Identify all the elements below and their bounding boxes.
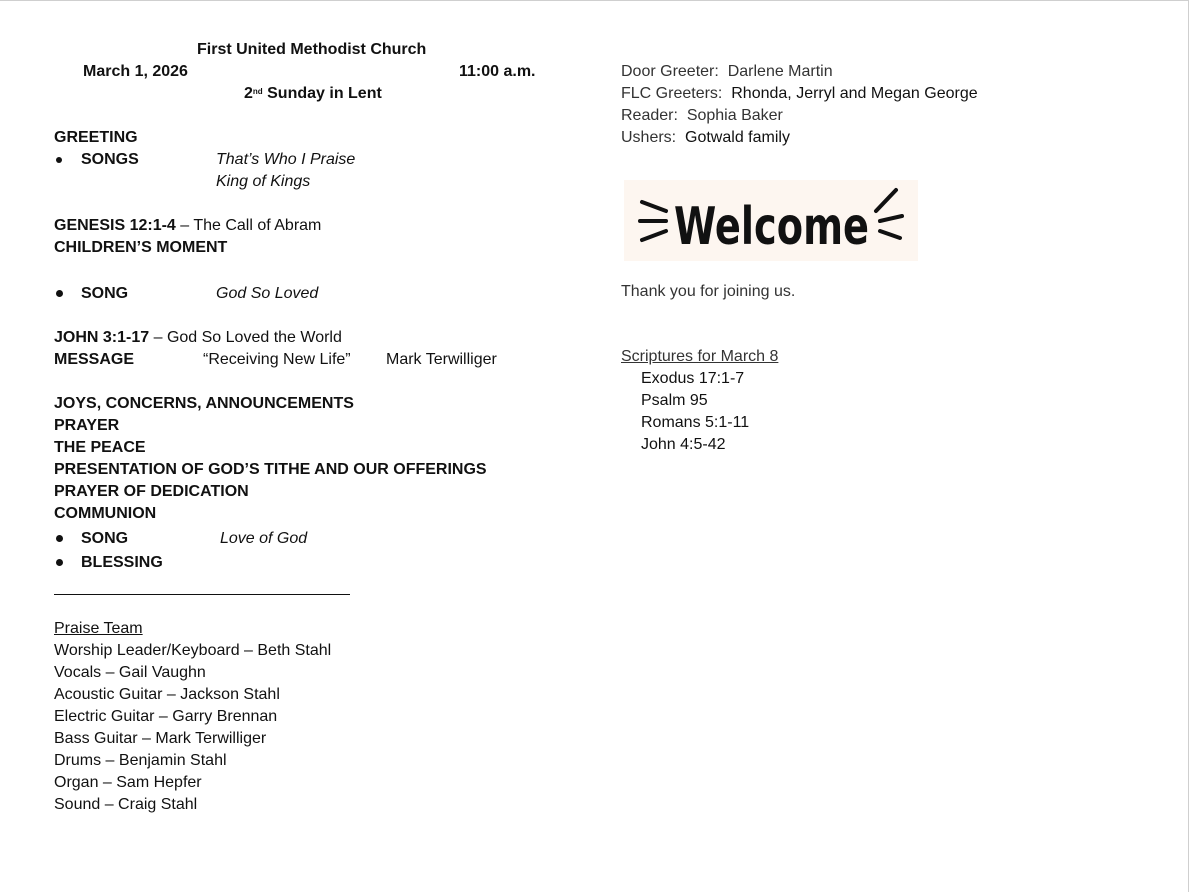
song-title-2: King of Kings <box>216 173 311 190</box>
page-top-border <box>0 0 1189 1</box>
flc-greeters-label: FLC Greeters: <box>621 85 723 102</box>
bullet-icon <box>56 290 63 297</box>
peace-item: THE PEACE <box>54 439 146 456</box>
song-label: SONG <box>81 285 129 302</box>
scripture-item: Exodus 17:1-7 <box>641 370 745 387</box>
scripture-item: Romans 5:1-11 <box>641 414 750 431</box>
liturgical-day <box>244 83 382 105</box>
praise-team-member: Vocals – Gail Vaughn <box>54 664 206 681</box>
ushers-label: Ushers: <box>621 129 677 146</box>
liturgical-day-suffix: nd <box>252 87 263 96</box>
praise-team-member: Sound – Craig Stahl <box>54 796 198 813</box>
praise-team-heading: Praise Team <box>54 620 143 637</box>
liturgical-day-number: 2 <box>244 85 253 102</box>
greeting-item: GREETING <box>54 129 138 146</box>
ushers-line <box>621 127 790 149</box>
flc-greeters-names: Rhonda, Jerryl and Megan George <box>731 85 978 102</box>
john-reading <box>54 327 342 349</box>
bullet-icon <box>56 157 62 163</box>
ushers-name: Gotwald family <box>685 129 790 146</box>
scripture-item: John 4:5-42 <box>641 436 726 453</box>
service-time: 11:00 a.m. <box>459 63 536 80</box>
door-greeter-name: Darlene Martin <box>727 63 833 80</box>
praise-team-member: Electric Guitar – Garry Brennan <box>54 708 278 725</box>
blessing-item: BLESSING <box>81 554 163 571</box>
praise-team-member: Acoustic Guitar – Jackson Stahl <box>54 686 280 703</box>
door-greeter-line <box>621 61 833 83</box>
welcome-graphic <box>624 180 918 261</box>
john-title: – God So Loved the World <box>149 329 342 346</box>
message-title: “Receiving New Life” <box>203 351 351 368</box>
childrens-moment: CHILDREN’S MOMENT <box>54 239 228 256</box>
praise-team-member: Organ – Sam Hepfer <box>54 774 202 791</box>
songs-label: SONGS <box>81 151 139 168</box>
song-label-2: SONG <box>81 530 129 547</box>
presentation-item: PRESENTATION OF GOD’S TITHE AND OUR OFFERINGS <box>54 461 487 478</box>
door-greeter-label: Door Greeter: <box>621 63 719 80</box>
reader-line <box>621 105 783 127</box>
song-title-1: That’s Who I Praise <box>216 151 356 168</box>
service-date: March 1, 2026 <box>83 63 188 80</box>
thank-you-text: Thank you for joining us. <box>621 283 796 300</box>
section-divider <box>54 594 350 595</box>
reader-name: Sophia Baker <box>686 107 783 124</box>
liturgical-day-rest: Sunday in Lent <box>262 85 382 102</box>
song-title-4: Love of God <box>220 530 308 547</box>
message-speaker: Mark Terwilliger <box>386 351 497 368</box>
genesis-title: – The Call of Abram <box>175 217 322 234</box>
message-label: MESSAGE <box>54 351 135 368</box>
praise-team-member: Drums – Benjamin Stahl <box>54 752 227 769</box>
prayer-item: PRAYER <box>54 417 120 434</box>
reader-label: Reader: <box>621 107 678 124</box>
praise-team-member: Bass Guitar – Mark Terwilliger <box>54 730 267 747</box>
welcome-word: Welcome <box>674 197 869 257</box>
church-name: First United Methodist Church <box>197 41 427 58</box>
genesis-reading <box>54 215 321 237</box>
dedication-item: PRAYER OF DEDICATION <box>54 483 249 500</box>
scripture-item: Psalm 95 <box>641 392 708 409</box>
communion-item: COMMUNION <box>54 505 157 522</box>
praise-team-member: Worship Leader/Keyboard – Beth Stahl <box>54 642 332 659</box>
john-reference: JOHN 3:1-17 <box>54 329 150 346</box>
welcome-lettering-icon <box>624 180 918 261</box>
scriptures-heading: Scriptures for March 8 <box>621 348 779 365</box>
bullet-icon <box>56 535 63 542</box>
bullet-icon <box>56 559 63 566</box>
genesis-reference: GENESIS 12:1-4 <box>54 217 176 234</box>
joys-concerns-item: JOYS, CONCERNS, ANNOUNCEMENTS <box>54 395 354 412</box>
flc-greeters-line <box>621 83 978 105</box>
song-title-3: God So Loved <box>216 285 319 302</box>
